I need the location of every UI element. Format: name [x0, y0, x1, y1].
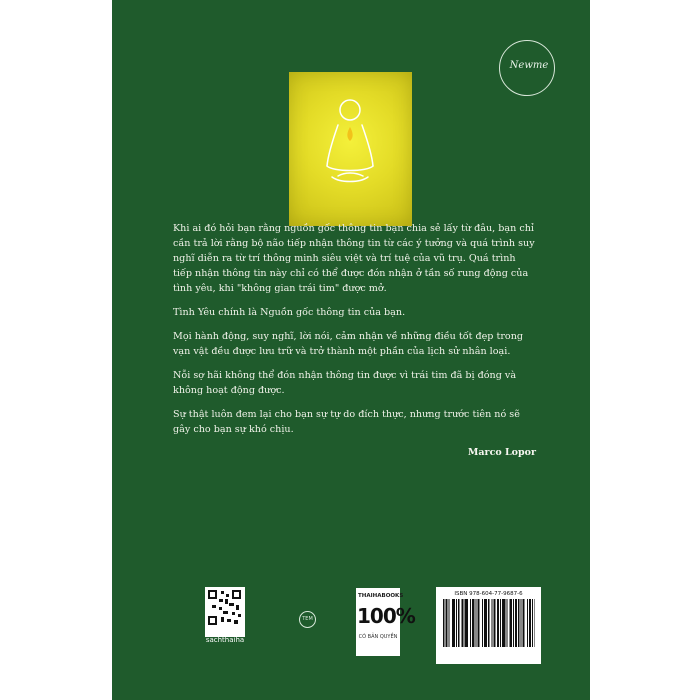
barcode-bar [446, 599, 447, 647]
barcode-bar [484, 599, 485, 647]
barcode-bar [476, 599, 477, 647]
barcode-bar [458, 599, 460, 647]
barcode-bar [462, 599, 463, 647]
barcode-bar [511, 599, 513, 647]
badge-rights-text: CÓ BẢN QUYỀN [358, 634, 398, 640]
barcode-bar [516, 599, 517, 647]
barcode-bar [505, 599, 506, 647]
barcode-bar [502, 599, 503, 647]
qr-caption: sachthaiha [205, 636, 245, 644]
barcode-bar [492, 599, 493, 647]
barcode-bar [482, 599, 483, 647]
meditation-illustration [289, 72, 412, 226]
barcode-bar [479, 599, 480, 647]
publisher-logo [499, 40, 555, 96]
barcode-bar [456, 599, 457, 647]
barcode-bar [535, 599, 536, 647]
barcode-bar [507, 599, 508, 647]
barcode-bar [497, 599, 498, 647]
barcode-bar [488, 599, 490, 647]
barcode-bar [494, 599, 495, 647]
qr-code-container [205, 587, 245, 637]
barcode-bar [463, 599, 464, 647]
barcode-bar [498, 599, 499, 647]
barcode-bar [467, 599, 468, 647]
barcode-bar [530, 599, 531, 647]
barcode-bar [529, 599, 530, 647]
barcode-bar [532, 599, 533, 647]
barcode-bar [500, 599, 501, 647]
barcode-bar [515, 599, 516, 647]
barcode-bar [485, 599, 486, 647]
barcode-bar [452, 599, 453, 647]
paragraph-5: Sự thật luôn đem lại cho bạn sự tự do đích thực, nhưng trước tiên nó sẽ gây cho bạn sự khó chịu. [173, 409, 520, 435]
barcode-bar [521, 599, 522, 647]
isbn-number: ISBN 978-604-77-9687-6 [454, 591, 523, 597]
barcode-bar [466, 599, 468, 647]
barcode-bar [503, 599, 505, 647]
author-name: Marco Lopor [467, 447, 536, 458]
barcode-bar [513, 599, 514, 647]
barcode-bar [486, 599, 487, 647]
barcode-bar [523, 599, 524, 647]
badge-percent: 100% [357, 604, 415, 628]
barcode-bar [454, 599, 455, 647]
qr-code-icon [205, 587, 245, 629]
paragraph-4: Nỗi sợ hãi không thể đón nhận thông tin được vì trái tim đã bị đóng và không hoạt động được. [173, 370, 517, 396]
barcode-bar [510, 599, 511, 647]
barcode-bar [470, 599, 471, 647]
barcode-bar [478, 599, 479, 647]
badge-brand: THAIHABOOKS [358, 593, 404, 599]
barcode-bar [449, 599, 450, 647]
publisher-logo-text: Newme [509, 60, 549, 71]
isbn-barcode-block [436, 587, 541, 664]
barcode-bar [447, 599, 448, 647]
barcode-bar [453, 599, 454, 647]
paragraph-2: Tình Yêu chính là Nguồn gốc thông tin của bạn. [173, 307, 406, 318]
barcode-bar [495, 599, 496, 647]
paragraph-3: Mọi hành động, suy nghĩ, lời nói, cảm nhận về những điều tốt đẹp trong vạn vật đều được lưu trữ và trở thành một phần của lịch sử nhân loại. [173, 331, 524, 357]
meditating-figure-icon [289, 72, 412, 226]
barcode-container [442, 599, 535, 654]
back-cover-text [173, 221, 537, 446]
barcode-bar [524, 599, 525, 647]
tem-label: TEM [299, 611, 316, 628]
barcode-bar [465, 599, 466, 647]
copyright-badge [355, 587, 415, 657]
barcode-bar [443, 599, 445, 647]
barcode-bar [518, 599, 520, 647]
barcode-bar [527, 599, 528, 647]
barcode-bar [472, 599, 473, 647]
paragraph-1: Khi ai đó hỏi bạn rằng nguồn gốc thông tin bạn chia sẻ lấy từ đâu, bạn chỉ cần trả lời rằng bộ não tiếp nhận thông tin từ các ý tưởng và quá trình suy nghĩ diễn ra từ trí thông minh siêu việt và trí tuệ của vũ trụ. Quá trình tiếp nhận thông tin này chỉ có thể được đón nhận ở tần số rung động của tình yêu, khi "không gian trái tim" được mở. [173, 223, 535, 294]
barcode-icon [442, 599, 535, 654]
barcode-bar [473, 599, 475, 647]
